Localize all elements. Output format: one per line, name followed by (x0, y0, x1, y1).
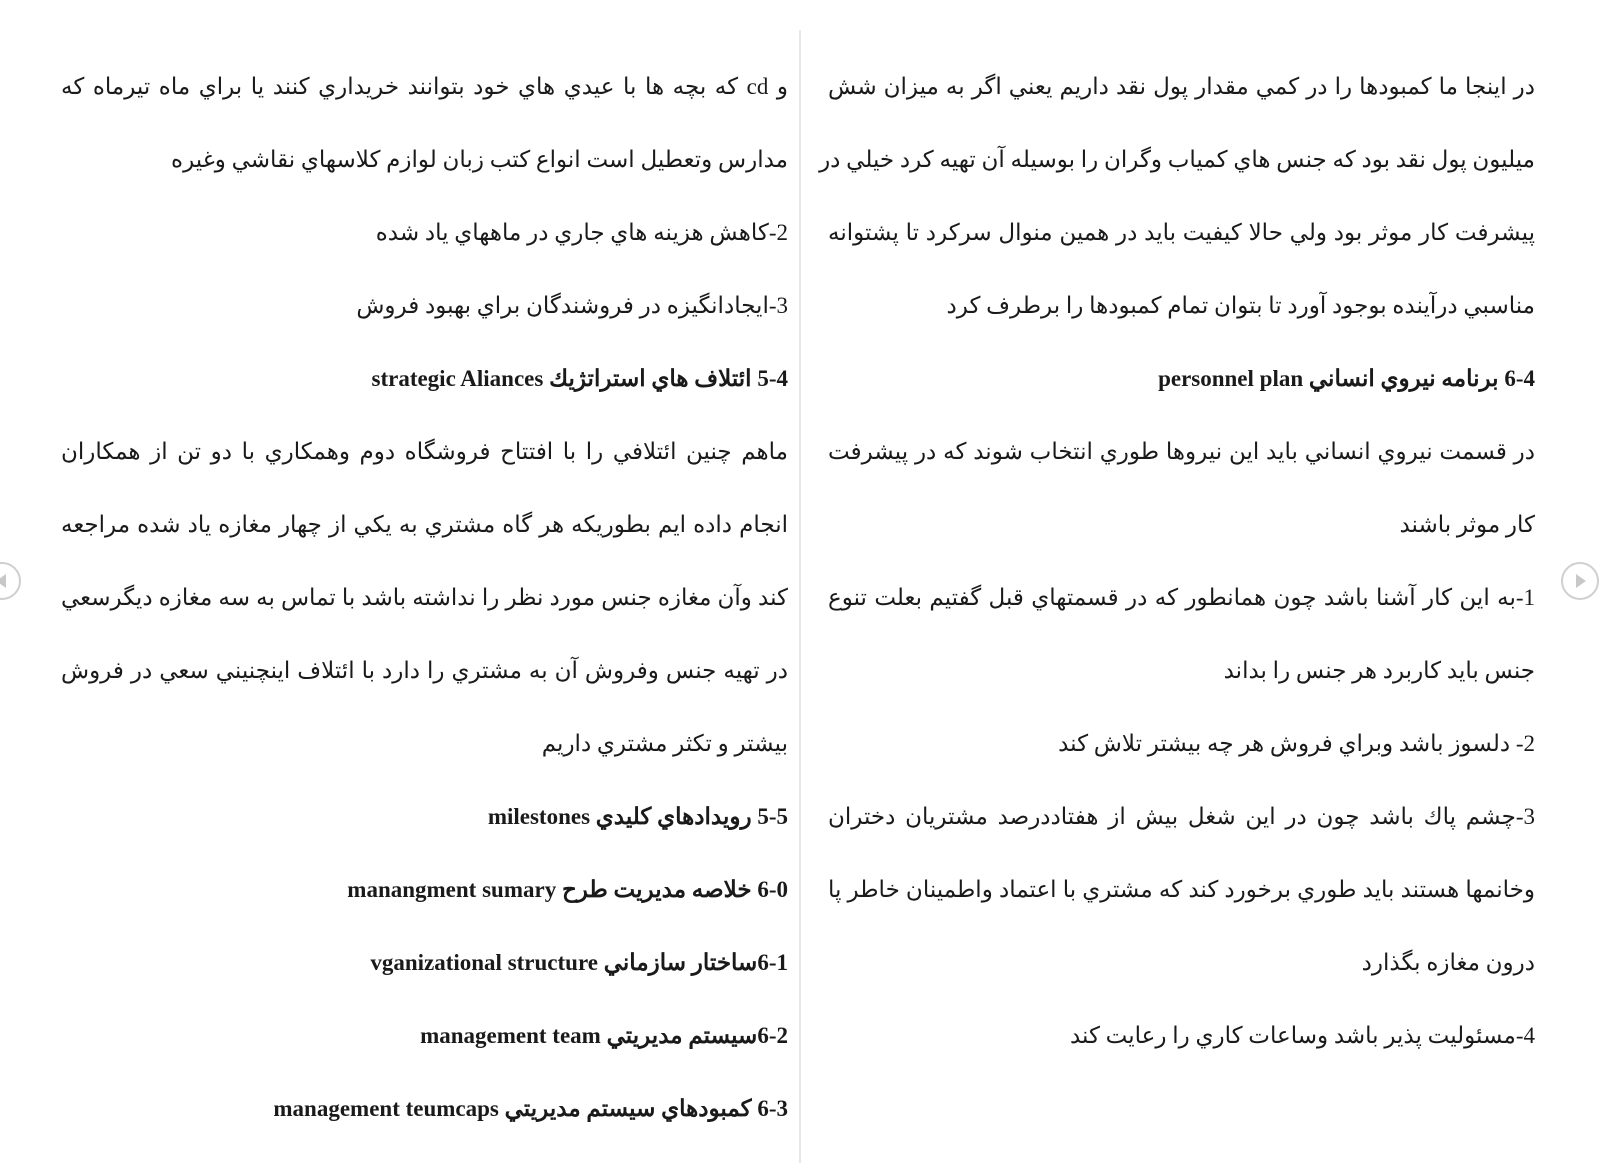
previous-page-button[interactable] (0, 562, 21, 600)
text-line: 3-ايجادانگيزه در فروشندگان براي بهبود فروش (356, 293, 788, 318)
arrow-right-icon (1571, 572, 1589, 590)
section-heading: 6-0 خلاصه مديريت طرح manangment sumary (347, 877, 788, 902)
text-line: ميليون پول نقد بود كه جنس هاي كمياب وگران را بوسيله آن تهيه كرد خيلي در (819, 147, 1535, 172)
section-heading: 6-1ساختار سازماني vganizational structure (370, 950, 788, 975)
text-line: ماهم چنين ائتلافي را با افتتاح فروشگاه دوم وهمكاري با دو تن از همكاران (61, 439, 788, 464)
text-line: جنس بايد كاربرد هر جنس را بداند (1223, 658, 1535, 683)
text-line: 2-كاهش هزينه هاي جاري در ماههاي ياد شده (375, 220, 788, 245)
text-line: در اينجا ما كمبودها را در كمي مقدار پول نقد داريم يعني اگر به ميزان شش (828, 74, 1535, 99)
text-line: 3-چشم پاك باشد چون در اين شغل بيش از هفتاددرصد مشتريان دختران (828, 804, 1535, 829)
text-line: مناسبي درآينده بوجود آورد تا بتوان تمام كمبودها را برطرف كرد (946, 293, 1535, 318)
text-line: انجام داده ايم بطوريكه هر گاه مشتري به يكي از چهار مغازه ياد شده مراجعه (61, 512, 788, 537)
section-heading: 6-3 كمبودهاي سيستم مديريتي management teumcaps (273, 1096, 788, 1121)
text-line: كار موثر باشند (1399, 512, 1535, 537)
text-line: بيشتر و تكثر مشتري داريم (541, 731, 788, 756)
right-page (801, 30, 1558, 1163)
text-line: مدارس وتعطيل است انواع كتب زبان لوازم كلاسهاي نقاشي وغيره (171, 147, 788, 172)
text-line: 4-مسئوليت پذير باشد وساعات كاري را رعايت كند (1069, 1023, 1535, 1048)
text-line: وخانمها هستند بايد طوري برخورد كند كه مشتري با اعتماد واطمينان خاطر پا (828, 877, 1535, 902)
text-line: درون مغازه بگذارد (1361, 950, 1535, 975)
arrow-left-icon (0, 572, 11, 590)
text-line: در قسمت نيروي انساني بايد اين نيروها طوري انتخاب شوند كه در پيشرفت (828, 439, 1535, 464)
left-page (40, 30, 797, 1163)
text-line: در تهيه جنس وفروش آن به مشتري را دارد با ائتلاف اينچنيني سعي در فروش (61, 658, 788, 683)
next-page-button[interactable] (1561, 562, 1599, 600)
section-heading: 6-2سيستم مديريتي management team (420, 1023, 788, 1048)
text-line: كند وآن مغازه جنس مورد نظر را نداشته باشد با تماس به سه مغازه ديگرسعي (61, 585, 788, 610)
text-line: پيشرفت كار موثر بود ولي حالا كيفيت بايد در همين منوال سركرد تا پشتوانه (828, 220, 1535, 245)
text-line: 2- دلسوز باشد وبراي فروش هر چه بيشتر تلاش كند (1058, 731, 1535, 756)
text-line: 1-به اين كار آشنا باشد چون همانطور كه در قسمتهاي قبل گفتيم بعلت تنوع (828, 585, 1535, 610)
section-heading: 5-5 رويدادهاي كليدي milestones (487, 804, 788, 829)
section-heading: 5-4 ائتلاف هاي استراتژيك strategic Aliances (371, 366, 788, 391)
text-line: و cd که بچه ها با عيدي هاي خود بتوانند خريداري كنند يا براي ماه تيرماه كه (61, 74, 788, 99)
section-heading: 6-4 برنامه نيروي انساني personnel plan (1158, 366, 1535, 391)
